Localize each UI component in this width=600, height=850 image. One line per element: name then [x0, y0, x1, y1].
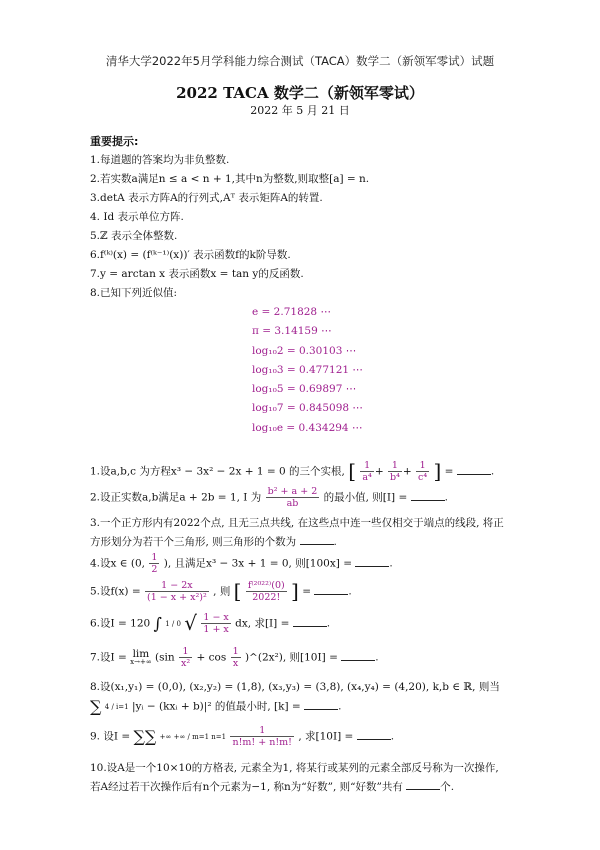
limit-operator: lim x→+∞: [130, 647, 152, 666]
q9-frac: $\frac{1}{n!m! + n!m!}$: [232, 725, 292, 749]
notice-item: 5.ℤ 表示全体整数.: [90, 230, 178, 242]
approx-log7: log₁₀7 = 0.845098 ⋯: [252, 402, 363, 415]
question-2: 2.设正实数a,b满足a + 2b = 1, I 为 $\frac{\text{b² + a + 2}}{ab}$ 的最小值, 则[I] = .: [90, 486, 448, 510]
question-10-line-1: 10.设A是一个10×10的方格表, 元素全为1, 将某行或某列的元素全部反号称为一次操作,: [90, 762, 499, 775]
answer-blank-6[interactable]: [293, 616, 327, 627]
question-3-line-2: 方形划分为若干个三角形, 则三角形的个数为 .: [90, 536, 337, 549]
approximation-list: [252, 303, 530, 438]
question-6: 6.设I = 120 ∫ 1 / 0 √ $\frac{1 - x}{1 + x}$ dx, 求[I] = .: [90, 611, 331, 636]
q5-frac-f: $\frac{1 - 2x}{\text{(1 − x + x²)²}}$: [147, 580, 207, 604]
answer-blank-5[interactable]: [314, 584, 348, 595]
question-1: 1.设a,b,c 为方程x³ − 3x² − 2x + 1 = 0 的三个实根, [ $\frac{1}{\text{a⁴}}$ + $\frac{1}{\text{b⁴}}$ + $\frac{1}{\text{c⁴}}$ ] = .: [90, 459, 495, 484]
answer-blank-7[interactable]: [341, 650, 375, 661]
notice-item: 4. Id 表示单位方阵.: [90, 211, 184, 223]
approx-pi: π = 3.14159 ⋯: [252, 325, 332, 338]
sum-sign: ∑: [90, 697, 102, 717]
question-8-line-1: 8.设(x₁,y₁) = (0,0), (x₂,y₂) = (1,8), (x₃,y₃) = (3,8), (x₄,y₄) = (4,20), k,b ∈ ℝ, 则当: [90, 681, 500, 694]
notice-item: 3.detA 表示方阵A的行列式,Aᵀ 表示矩阵A的转置.: [90, 192, 323, 204]
exam-title: 2022 TACA 数学二（新领军零试）: [176, 84, 424, 102]
exam-content: [90, 132, 530, 797]
q4-frac: $\frac{1}{2}$: [151, 552, 158, 576]
answer-blank-9[interactable]: [357, 729, 391, 740]
exam-date: 2022 年 5 月 21 日: [250, 104, 350, 117]
notice-item: 7.y = arctan x 表示函数x = tan y的反函数.: [90, 268, 304, 280]
answer-blank-2[interactable]: [411, 490, 445, 501]
approx-log2: log₁₀2 = 0.30103 ⋯: [252, 344, 357, 357]
double-sum-sign: ∑∑: [133, 727, 157, 747]
sum-limits: 4 / i=1: [104, 702, 129, 711]
integral-sign: ∫: [153, 614, 162, 634]
answer-blank-3[interactable]: [300, 534, 334, 545]
approx-e: e = 2.71828 ⋯: [252, 306, 331, 318]
question-4: 4.设x ∈ (0, $\frac{1}{2}$ ), 且满足x³ − 3x + 1 = 0, 则[100x] = .: [90, 552, 393, 576]
question-9: 9. 设I = ∑∑ +∞ +∞ / m=1 n=1 $\frac{1}{n!m! + n!m!}$ , 求[10I] = .: [90, 725, 395, 749]
q1-frac-a: $\frac{1}{\text{a⁴}}$: [362, 460, 372, 484]
approx-log5: log₁₀5 = 0.69897 ⋯: [252, 383, 357, 396]
integral-limits: 1 / 0: [165, 619, 181, 628]
notice-item: 8.已知下列近似值:: [90, 287, 178, 299]
approx-log3: log₁₀3 = 0.477121 ⋯: [252, 363, 363, 376]
notice-heading: 重要提示:: [90, 135, 139, 148]
q1-frac-b: $\frac{1}{\text{b⁴}}$: [390, 460, 400, 484]
answer-blank-8[interactable]: [304, 699, 338, 710]
answer-blank-1[interactable]: [457, 464, 491, 475]
approx-loge: log₁₀e = 0.434294 ⋯: [252, 421, 363, 434]
notice-item: 1.每道题的答案均为非负整数.: [90, 154, 230, 166]
double-sum-limits: +∞ +∞ / m=1 n=1: [159, 732, 227, 741]
question-3-line-1: 3.一个正方形内有2022个点, 且无三点共线, 在这些点中连一些仅相交于端点的线段, 将正: [90, 517, 504, 530]
question-10-line-2: 若A经过若干次操作后有n个元素为−1, 称n为“好数”, 则“好数”共有 个.: [90, 781, 455, 794]
q1-frac-c: $\frac{1}{\text{c⁴}}$: [418, 460, 428, 484]
notice-item: 2.若实数a满足n ≤ a < n + 1,其中n为整数,则取整[a] = n.: [90, 173, 370, 185]
q5-frac-g: $\frac{\text{f⁽²⁰²²⁾(0)}}{2022!}$: [247, 580, 285, 604]
q1-text: 1.设a,b,c 为方程x³ − 3x² − 2x + 1 = 0 的三个实根,: [90, 465, 345, 478]
question-7: 7.设I = lim x→+∞ (sin $\frac{1}{\text{x²}}$ + cos $\frac{1}{x}$ )^(2x²), 则[10I] = .: [90, 646, 379, 670]
q2-frac: $\frac{\text{b² + a + 2}}{ab}$: [267, 486, 318, 510]
answer-blank-4[interactable]: [355, 556, 389, 567]
answer-blank-10[interactable]: [406, 779, 440, 790]
q7-frac-b: $\frac{1}{x}$: [232, 646, 239, 670]
q6-frac: $\frac{1 - x}{1 + x}$: [203, 612, 229, 636]
question-5: 5.设f(x) = $\frac{1 - 2x}{\text{(1 − x + x²)²}}$ , 则 [ $\frac{\text{f⁽²⁰²²⁾(0)}}{2022!}$ ] = .: [90, 579, 352, 604]
question-8-line-2: ∑ 4 / i=1 |yᵢ − (kxᵢ + b)|² 的值最小时, [k] = .: [90, 697, 342, 717]
q7-frac-a: $\frac{1}{\text{x²}}$: [180, 646, 191, 670]
notice-item: 6.f⁽ᵏ⁾(x) = (f⁽ᵏ⁻¹⁾(x))′ 表示函数f的k阶导数.: [90, 249, 291, 261]
page-header: 清华大学2022年5月学科能力综合测试（TACA）数学二（新领军零试）试题: [105, 54, 495, 68]
